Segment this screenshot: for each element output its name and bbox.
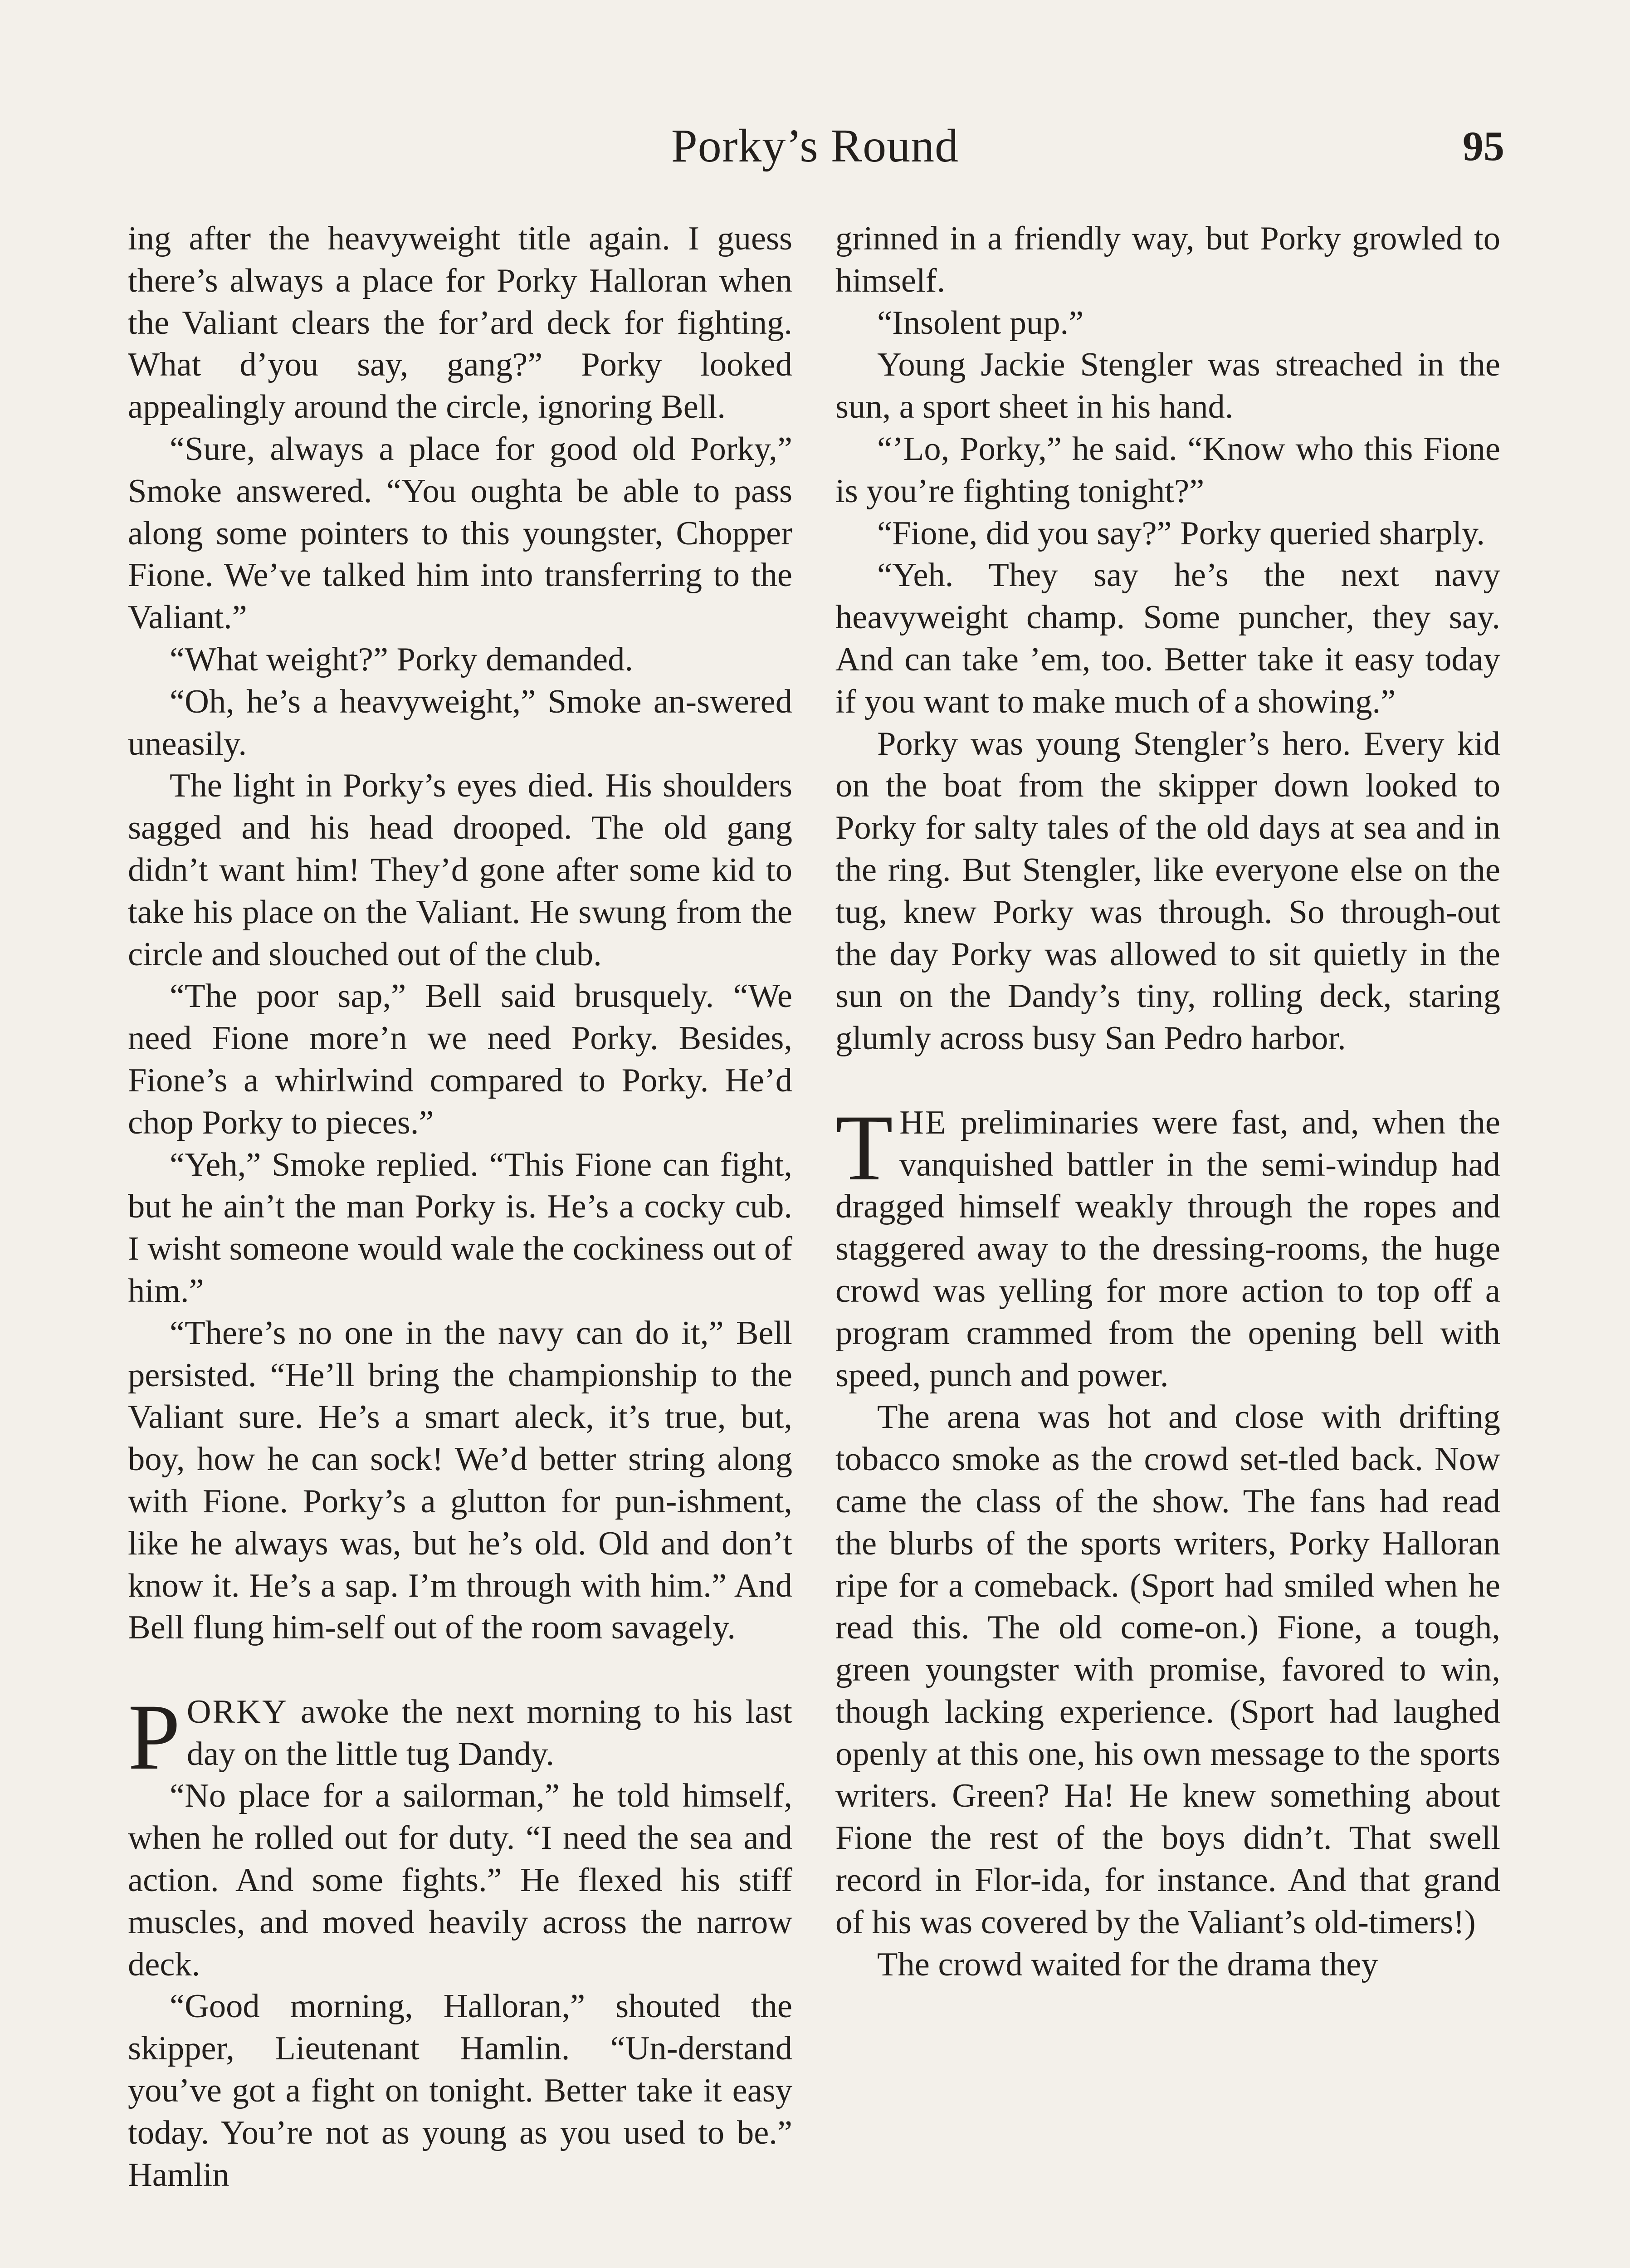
- page-number: 95: [1463, 123, 1504, 169]
- page-header: [0, 119, 1630, 173]
- paragraph: “Oh, he’s a heavyweight,” Smoke an-swered uneasily.: [128, 683, 792, 763]
- paragraph: The arena was hot and close with drifting tobacco smoke as the crowd set-tled back. Now came the class of the show. The fans had read the blurbs of the sports writers, Porky Halloran ripe for a comeback. (Sport had smiled when he read this. The old come-on.) Fione, a tough, green youngster with promise, favored to win, though lacking experience. (Sport had laughed openly at this one, his own message to the sports writers. Green? Ha! He knew something about Fione the rest of the boys didn’t. That swell record in Flor-ida, for instance. And that grand of his was covered by the Valiant’s old-timers!): [835, 1398, 1500, 1941]
- small-caps-lead: HE: [899, 1104, 947, 1141]
- drop-cap: T: [835, 1095, 893, 1200]
- paragraph: “Sure, always a place for good old Porky,” Smoke answered. “You oughta be able to pass along some pointers to this youngster, Chopper Fione. We’ve talked him into transferring to the Valiant.”: [128, 430, 792, 636]
- paragraph: “Yeh. They say he’s the next navy heavyweight champ. Some puncher, they say. And can take ’em, too. Better take it easy today if you want to make much of a showing.”: [835, 557, 1500, 720]
- small-caps-lead: ORKY: [186, 1693, 288, 1730]
- paragraph: “Fione, did you say?” Porky queried sharply.: [877, 514, 1485, 552]
- paragraph-text: awoke the next morning to his last day on the little tug Dandy.: [186, 1693, 792, 1773]
- paragraph: grinned in a friendly way, but Porky growled to himself.: [835, 220, 1500, 299]
- paragraph: “What weight?” Porky demanded.: [170, 640, 633, 678]
- paragraph-text: preliminaries were fast, and, when the vanquished battler in the semi-windup had dragged himself weakly through the ropes and staggered away to the dressing-rooms, the huge crowd was yelling for more action to top off a program crammed from the opening bell with speed, punch and power.: [835, 1104, 1500, 1394]
- paragraph: Porky was young Stengler’s hero. Every kid on the boat from the skipper down looked to Porky for salty tales of the old days at sea and in the ring. But Stengler, like everyone else on the tug, knew Porky was through. So through-out the day Porky was allowed to sit quietly in the sun on the Dandy’s tiny, rolling deck, staring glumly across busy San Pedro harbor.: [835, 725, 1500, 1057]
- drop-cap: P: [128, 1684, 181, 1789]
- paragraph: “The poor sap,” Bell said brusquely. “We need Fione more’n we need Porky. Besides, Fione’s a whirlwind compared to Porky. He’d chop Porky to pieces.”: [128, 978, 792, 1141]
- left-column: [128, 218, 792, 2196]
- paragraph: The light in Porky’s eyes died. His shoulders sagged and his head drooped. The old gang didn’t want him! They’d gone after some kid to take his place on the Valiant. He swung from the circle and slouched out of the club.: [128, 767, 792, 973]
- right-column: [835, 218, 1500, 1985]
- paragraph: “Insolent pup.”: [877, 304, 1084, 342]
- paragraph: ing after the heavyweight title again. I guess there’s always a place for Porky Halloran when the Valiant clears the for’ard deck for fighting. What d’you say, gang?” Porky looked appealingly around the circle, ignoring Bell.: [128, 220, 792, 426]
- paragraph: “Yeh,” Smoke replied. “This Fione can fight, but he ain’t the man Porky is. He’s a cocky cub. I wisht someone would wale the cockiness out of him.”: [128, 1146, 792, 1310]
- paragraph: “There’s no one in the navy can do it,” Bell persisted. “He’ll bring the championship to the Valiant sure. He’s a smart aleck, it’s true, but, boy, how he can sock! We’d better string along with Fione. Porky’s a glutton for pun-ishment, like he always was, but he’s old. Old and don’t know it. He’s a sap. I’m through with him.” And Bell flung him-self out of the room savagely.: [128, 1314, 792, 1647]
- paragraph: “Good morning, Halloran,” shouted the skipper, Lieutenant Hamlin. “Un-derstand you’ve got a fight on tonight. Better take it easy today. You’re not as young as you used to be.” Hamlin: [128, 1988, 792, 2194]
- paragraph: Young Jackie Stengler was streached in the sun, a sport sheet in his hand.: [835, 346, 1500, 426]
- page-title: Porky’s Round: [671, 120, 959, 172]
- paragraph: “No place for a sailorman,” he told himself, when he rolled out for duty. “I need the sea and action. And some fights.” He flexed his stiff muscles, and moved heavily across the narrow deck.: [128, 1777, 792, 1983]
- section-opening-paragraph: [835, 1095, 1500, 1397]
- paragraph: “’Lo, Porky,” he said. “Know who this Fione is you’re fighting tonight?”: [835, 430, 1500, 510]
- section-opening-paragraph: [128, 1684, 792, 1789]
- paragraph: The crowd waited for the drama they: [877, 1945, 1378, 1983]
